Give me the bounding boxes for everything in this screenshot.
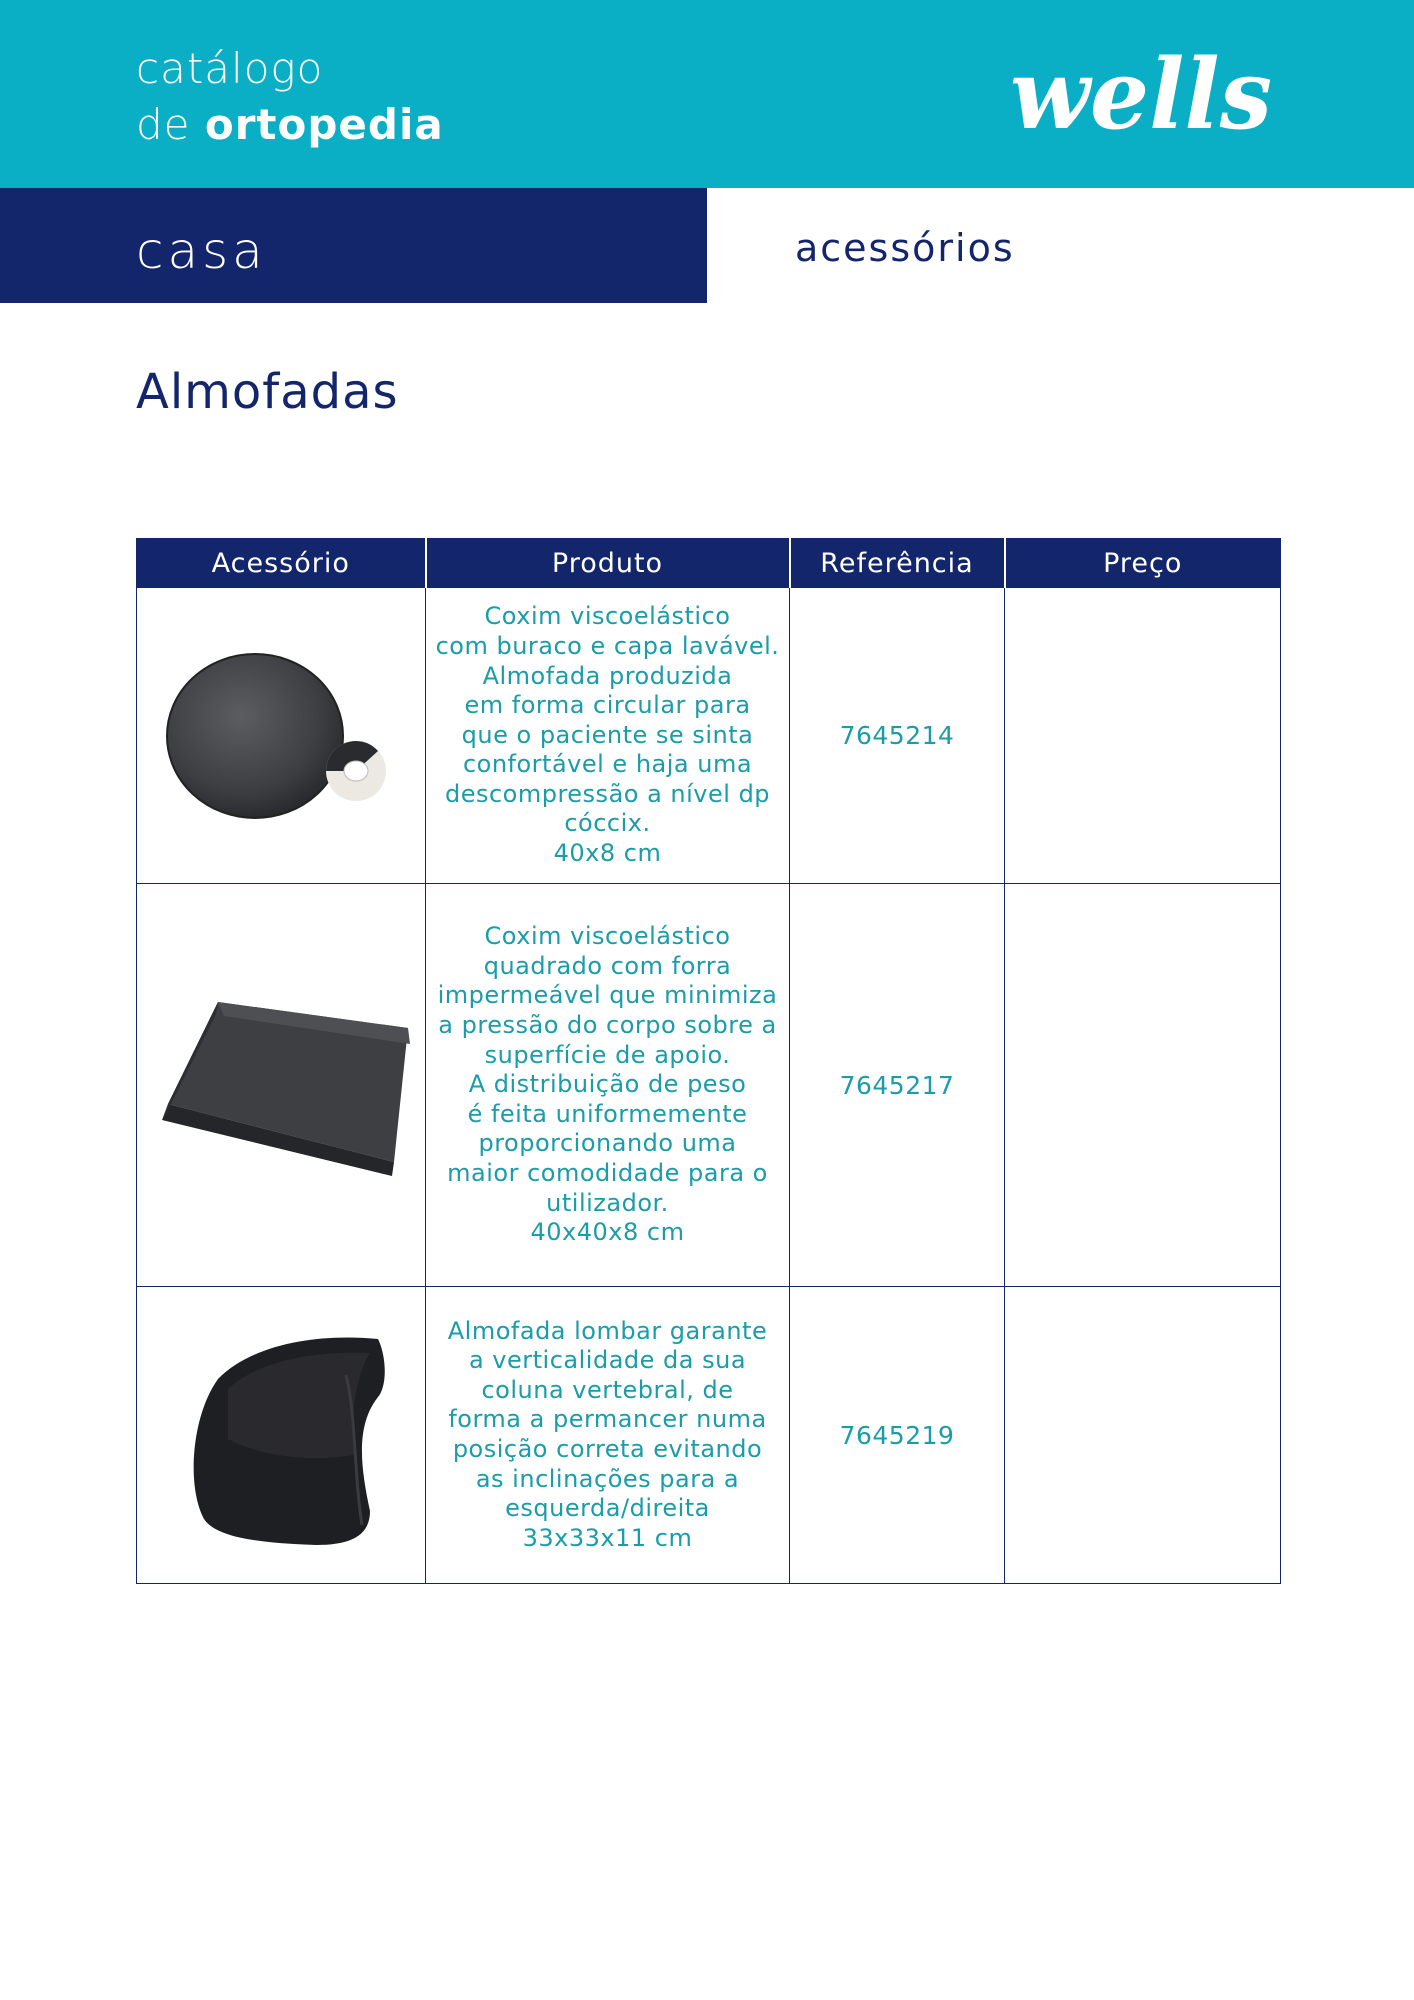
description-line: Almofada lombar garante	[447, 1316, 768, 1345]
column-header-price: Preço	[1005, 539, 1281, 588]
description-line: 33x33x11 cm	[522, 1523, 693, 1552]
column-header-accessory: Acessório	[137, 539, 426, 588]
description-line: é feita uniformemente	[467, 1099, 748, 1128]
description-line: descompressão a nível dp	[444, 779, 771, 808]
section-banner	[0, 188, 707, 303]
product-description-text	[426, 602, 789, 868]
description-line: a verticalidade da sua	[468, 1346, 747, 1375]
product-description-text	[426, 922, 789, 1248]
product-price	[1005, 1287, 1281, 1584]
description-line: que o paciente se sinta	[461, 720, 754, 749]
description-line: Coxim viscoelástico	[484, 602, 731, 631]
table-row	[137, 884, 1281, 1287]
catalog-title-line2	[136, 100, 444, 149]
table-row	[137, 588, 1281, 884]
description-line: posição correta evitando	[452, 1435, 763, 1463]
description-line: a pressão do corpo sobre a	[438, 1011, 777, 1040]
column-header-product: Produto	[426, 539, 790, 588]
description-line: 40x8 cm	[553, 839, 662, 868]
product-description	[426, 1287, 790, 1584]
product-image-cell	[137, 588, 426, 884]
description-line: coluna vertebral, de	[481, 1375, 734, 1404]
catalog-title-line1: catálogo	[136, 44, 324, 93]
description-line: maior comodidade para o	[447, 1158, 768, 1187]
column-header-reference: Referência	[790, 539, 1005, 588]
description-line: superfície de apoio.	[484, 1040, 731, 1069]
product-description	[426, 884, 790, 1287]
description-line: forma a permancer numa	[448, 1405, 767, 1434]
table-header-row	[137, 539, 1281, 588]
product-price	[1005, 588, 1281, 884]
description-line: confortável e haja uma	[462, 750, 753, 779]
description-line: quadrado com forra	[483, 951, 732, 980]
description-line: cóccix.	[564, 809, 651, 838]
product-description-text	[426, 1317, 789, 1554]
catalog-title-bold: ortopedia	[204, 100, 444, 149]
description-line: A distribuição de peso	[468, 1070, 747, 1099]
table-row	[137, 1287, 1281, 1584]
wells-logo	[1010, 40, 1282, 150]
description-line: as inclinações para a	[475, 1464, 740, 1493]
catalog-title-prefix: de	[136, 100, 205, 149]
description-line: impermeável que minimiza	[437, 981, 778, 1010]
product-reference: 7645214	[790, 588, 1005, 884]
description-line: esquerda/direita	[505, 1494, 710, 1523]
description-line: Almofada produzida	[482, 661, 733, 690]
product-image-cell	[137, 884, 426, 1287]
description-line: Coxim viscoelástico	[484, 922, 731, 951]
product-description	[426, 588, 790, 884]
section-label: casa	[136, 222, 267, 280]
product-image-cell	[137, 1287, 426, 1584]
round-cushion-image	[151, 636, 411, 836]
products-table	[136, 538, 1281, 1584]
description-line: 40x40x8 cm	[530, 1218, 685, 1247]
lumbar-cushion-image	[156, 1305, 406, 1565]
subsection-label: acessórios	[795, 226, 1015, 270]
product-price	[1005, 884, 1281, 1287]
page-title: Almofadas	[136, 364, 399, 420]
square-cushion-image	[146, 970, 416, 1200]
wells-logo-text: wells	[1010, 40, 1272, 150]
product-reference: 7645217	[790, 884, 1005, 1287]
description-line: em forma circular para	[464, 691, 751, 720]
product-reference: 7645219	[790, 1287, 1005, 1584]
description-line: proporcionando uma	[478, 1129, 737, 1158]
description-line: utilizador.	[546, 1188, 669, 1217]
description-line: com buraco e capa lavável.	[435, 631, 780, 660]
